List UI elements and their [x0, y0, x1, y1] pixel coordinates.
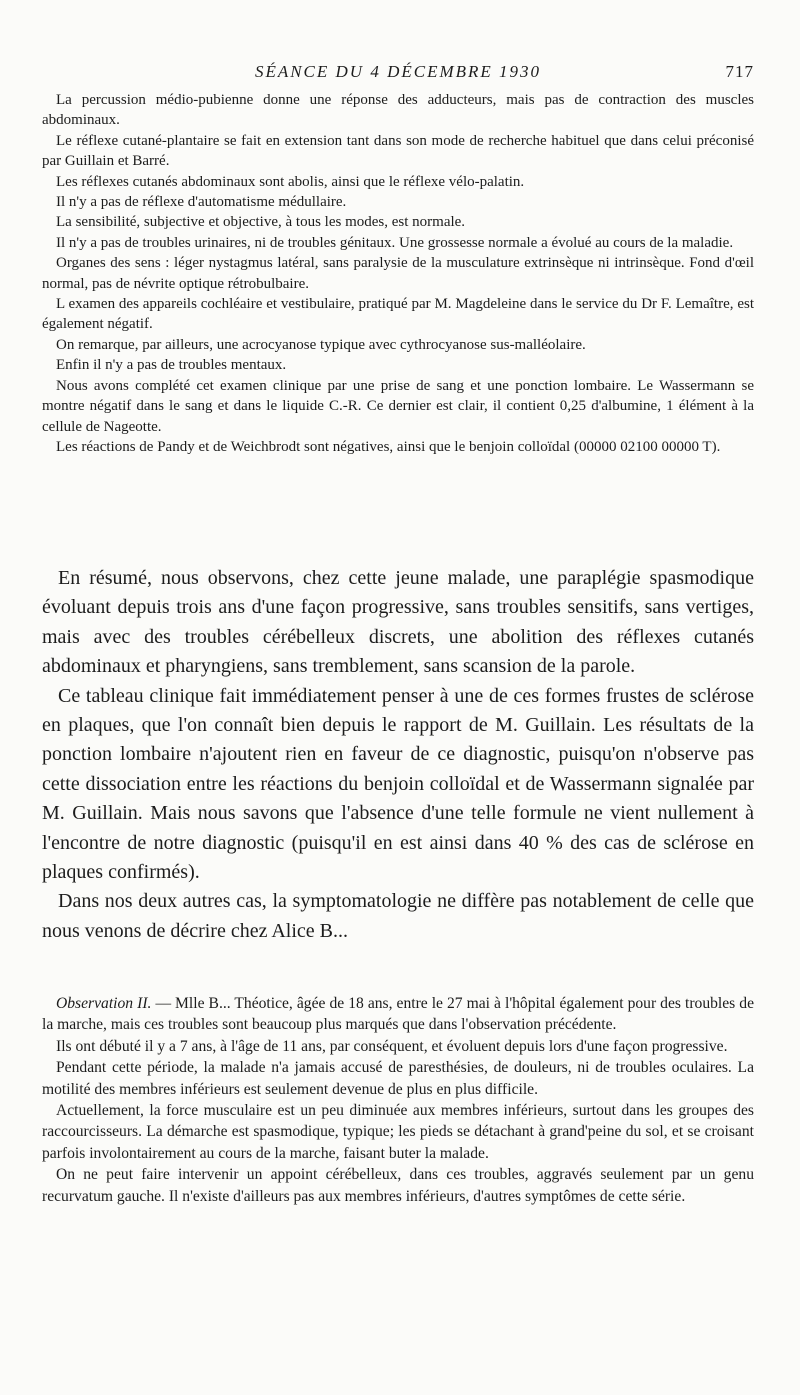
paragraph: Pendant cette période, la malade n'a jamais accusé de paresthésies, de douleurs, ni de troubles oculaires. La motilité des membres inférieurs est seulement devenue de plus en plus difficile.: [42, 1059, 754, 1098]
paragraph: Il n'y a pas de troubles urinaires, ni de troubles génitaux. Une grossesse normale a évolué au cours de la maladie.: [56, 234, 734, 251]
running-title: SÉANCE DU 4 DÉCEMBRE 1930: [254, 62, 542, 81]
paragraph: En résumé, nous observons, chez cette jeune malade, une paraplégie spasmodique évoluant depuis trois ans d'une façon progressive, sans troubles sensitifs, sans vertiges, mais avec des troubles cérébelleux discrets, une abolition des réflexes cutanés abdominaux et pharyngiens, sans tremblement, sans scansion de la parole.: [42, 567, 754, 678]
summary-section: [42, 564, 754, 946]
observation-label: Observation II.: [56, 995, 152, 1012]
paragraph: Les réflexes cutanés abdominaux sont abolis, ainsi que le réflexe vélo-palatin.: [56, 173, 525, 190]
paragraph: Enfin il n'y a pas de troubles mentaux.: [56, 357, 287, 374]
paragraph: Il n'y a pas de réflexe d'automatisme médullaire.: [56, 194, 347, 211]
paragraph: Les réactions de Pandy et de Weichbrodt sont négatives, ainsi que le benjoin colloïdal (00000 02100 00000 T).: [56, 438, 721, 455]
observation-intro: [42, 993, 754, 1036]
observation-intro-text: — Mlle B... Théotice, âgée de 18 ans, entre le 27 mai à l'hôpital également pour des troubles de la marche, mais ces troubles sont beaucoup plus marqués que dans l'observation précédente.: [42, 995, 754, 1034]
paragraph: La sensibilité, subjective et objective, à tous les modes, est normale.: [56, 214, 466, 231]
paragraph: Le réflexe cutané-plantaire se fait en extension tant dans son mode de recherche habituel que dans celui préconisé par Guillain et Barré.: [42, 132, 754, 170]
clinical-exam-section: [42, 90, 754, 457]
running-head: [42, 62, 754, 86]
paragraph: La percussion médio-pubienne donne une réponse des adducteurs, mais pas de contraction des muscles abdominaux.: [42, 92, 754, 129]
paragraph: Ce tableau clinique fait immédiatement penser à une de ces formes frustes de sclérose en plaques, que l'on connaît bien depuis le rapport de M. Guillain. Les résultats de la ponction lombaire n'ajoutent rien en faveur de ce diagnostic, puisqu'on n'observe pas cette dissociation entre les réactions du benjoin colloïdal et de Wassermann signalée par M. Guillain. Mais nous savons que l'absence d'une telle formule ne vient nullement à l'encontre de notre diagnostic (puisqu'il en est ainsi dans 40 % des cas de sclérose en plaques confirmés).: [42, 684, 754, 884]
paragraph: On ne peut faire intervenir un appoint cérébelleux, dans ces troubles, aggravés seulement par un genu recurvatum gauche. Il n'existe d'ailleurs pas aux membres inférieurs, d'autres symptômes de cette série.: [42, 1166, 754, 1205]
paragraph: Organes des sens : léger nystagmus latéral, sans paralysie de la musculature extrinsèque ni intrinsèque. Fond d'œil normal, pas de névrite optique rétrobulbaire.: [42, 255, 754, 292]
observation-section: [42, 993, 754, 1207]
paragraph: Actuellement, la force musculaire est un peu diminuée aux membres inférieurs, surtout dans les groupes des raccourcisseurs. La démarche est spasmodique, typique; les pieds se détachant à grand'peine du sol, et se croisant parfois involontairement au cours de la marche, faisant buter la malade.: [42, 1102, 754, 1162]
paragraph: Dans nos deux autres cas, la symptomatologie ne diffère pas notablement de celle que nous venons de décrire chez Alice B...: [42, 890, 754, 942]
paragraph: Ils ont débuté il y a 7 ans, à l'âge de 11 ans, par conséquent, et évoluent depuis lors d'une façon progressive.: [56, 1037, 728, 1055]
paragraph: L examen des appareils cochléaire et vestibulaire, pratiqué par M. Magdeleine dans le service du Dr F. Lemaître, est également négatif.: [42, 296, 754, 333]
paragraph: Nous avons complété cet examen clinique par une prise de sang et une ponction lombaire. Le Wassermann se montre négatif dans le sang et dans le liquide C.-R. Ce dernier est clair, il contient 0,25 d'albumine, 1 élément à la cellule de Nageotte.: [42, 377, 754, 435]
page-number: 717: [725, 62, 754, 81]
paragraph: On remarque, par ailleurs, une acrocyanose typique avec cythrocyanose sus-malléolaire.: [56, 336, 586, 353]
